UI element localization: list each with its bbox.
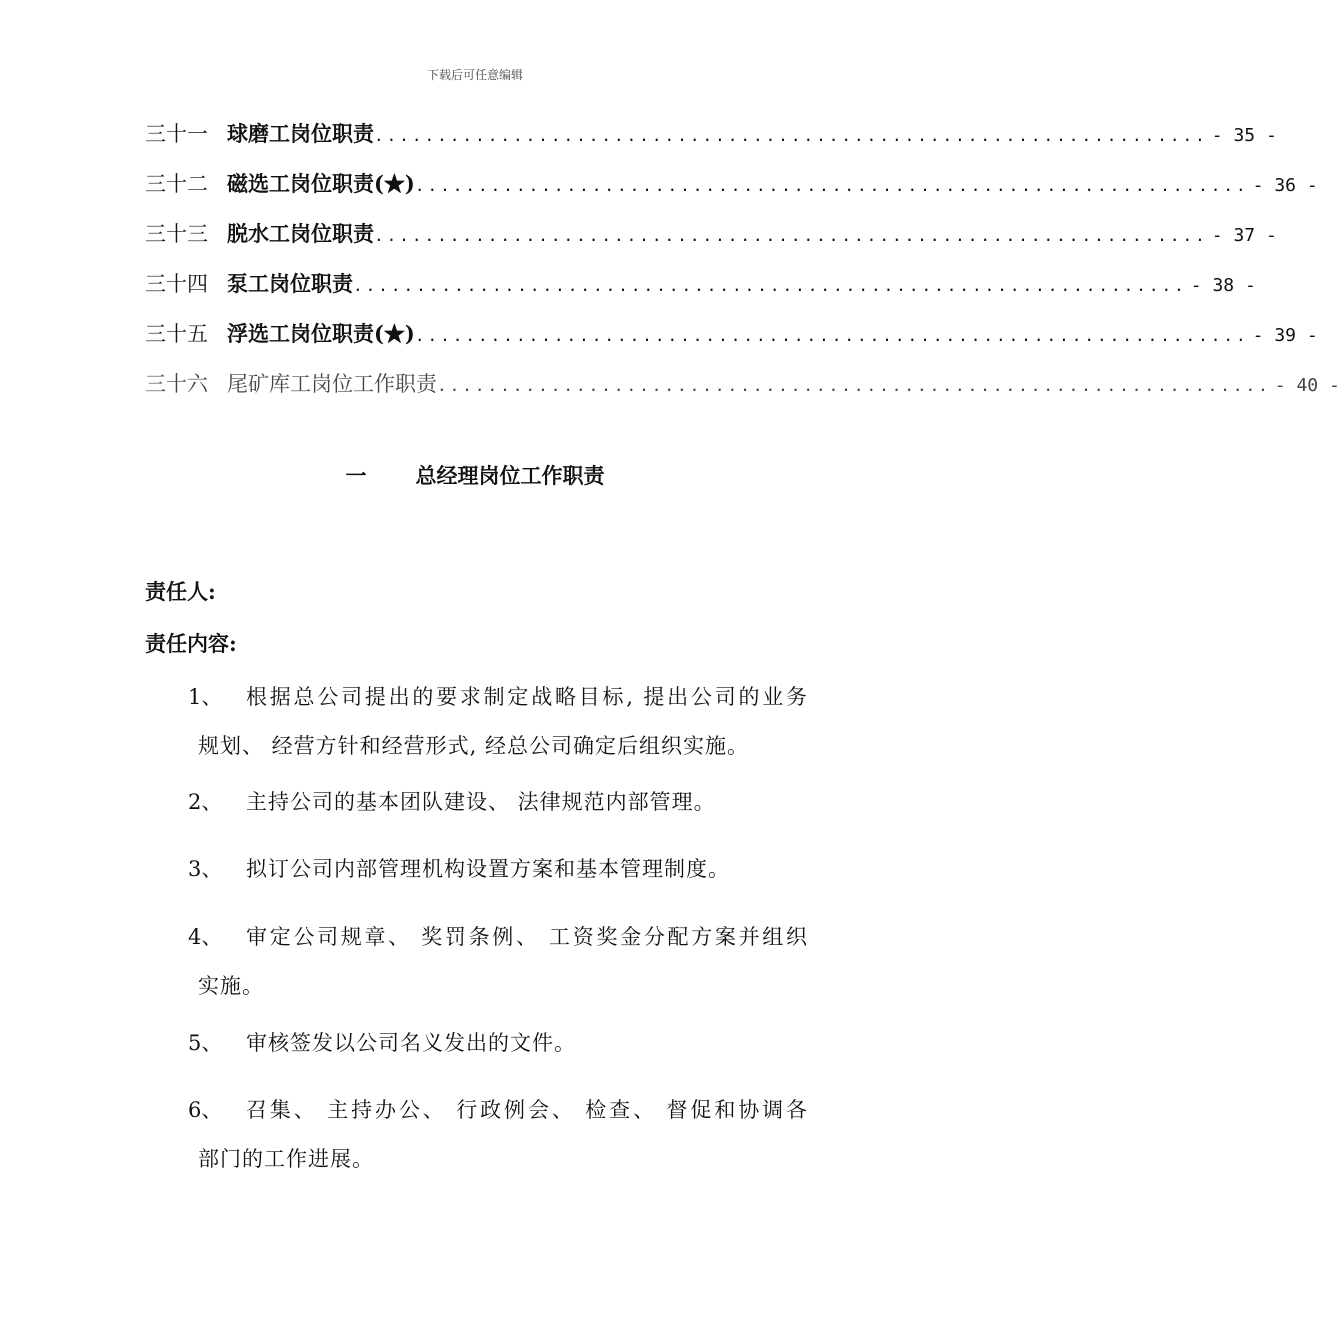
toc-entry-title: 磁选工岗位职责(★) xyxy=(227,171,415,196)
item-text: 审定公司规章、 奖罚条例、 工资奖金分配方案并组织 xyxy=(246,925,808,949)
toc-leader-dots: .................................................................. xyxy=(414,176,1249,195)
item-text: 拟订公司内部管理机构设置方案和基本管理制度。 xyxy=(246,857,730,881)
table-of-contents xyxy=(145,118,1340,418)
responsibility-item xyxy=(188,921,808,998)
toc-leader-dots: .................................................................. xyxy=(414,326,1249,345)
toc-entry-title: 浮选工岗位职责(★) xyxy=(227,321,415,346)
toc-entry-number: 三十四 xyxy=(145,272,208,296)
item-text: 召集、 主持办公、 行政例会、 检查、 督促和协调各 xyxy=(246,1098,808,1122)
toc-entry[interactable] xyxy=(145,168,1318,218)
toc-entry-page: - 40 - xyxy=(1274,375,1340,396)
item-text-continuation: 部门的工作进展。 xyxy=(198,1147,374,1171)
toc-leader-dots: .................................................................. xyxy=(353,276,1187,295)
item-text: 主持公司的基本团队建设、 法律规范内部管理。 xyxy=(246,790,716,814)
toc-leader-dots: .................................................................. xyxy=(374,226,1208,245)
toc-entry-number: 三十一 xyxy=(145,122,208,146)
item-text: 根据总公司提出的要求制定战略目标, 提出公司的业务 xyxy=(246,685,808,709)
toc-entry-number: 三十六 xyxy=(145,372,208,396)
item-number: 3、 xyxy=(188,857,223,881)
toc-entry-title: 脱水工岗位职责 xyxy=(227,221,374,246)
toc-entry[interactable] xyxy=(145,118,1277,168)
toc-entry-number: 三十五 xyxy=(145,322,208,346)
responsibility-item xyxy=(188,853,808,883)
item-number: 5、 xyxy=(188,1031,223,1055)
responsibility-content-label: 责任内容: xyxy=(145,631,237,656)
toc-entry-page: - 37 - xyxy=(1211,225,1277,246)
toc-entry-page: - 38 - xyxy=(1190,275,1256,296)
toc-entry[interactable] xyxy=(145,368,1340,418)
responsibility-item xyxy=(188,1094,808,1171)
item-text-continuation: 规划、 经营方针和经营形式, 经总公司确定后组织实施。 xyxy=(198,734,750,758)
toc-entry-title: 球磨工岗位职责 xyxy=(227,121,374,146)
toc-entry-page: - 36 - xyxy=(1252,175,1318,196)
responsibility-item xyxy=(188,786,808,816)
toc-entry-number: 三十三 xyxy=(145,222,208,246)
responsible-person-label: 责任人: xyxy=(145,579,216,604)
item-number: 4、 xyxy=(188,925,223,949)
toc-entry-title: 泵工岗位职责 xyxy=(227,271,353,296)
responsibility-item xyxy=(188,681,808,758)
section-heading xyxy=(0,460,950,490)
item-number: 1、 xyxy=(188,685,223,709)
section-number: 一 xyxy=(345,463,367,488)
toc-leader-dots: .................................................................. xyxy=(437,376,1271,395)
page-header: 下载后可任意编辑 xyxy=(426,68,523,82)
item-number: 2、 xyxy=(188,790,223,814)
toc-entry[interactable] xyxy=(145,318,1318,368)
toc-entry-page: - 35 - xyxy=(1211,125,1277,146)
responsibility-item xyxy=(188,1027,808,1057)
item-text: 审核签发以公司名义发出的文件。 xyxy=(246,1031,576,1055)
toc-entry[interactable] xyxy=(145,268,1256,318)
toc-entry[interactable] xyxy=(145,218,1277,268)
toc-leader-dots: .................................................................. xyxy=(374,126,1208,145)
item-number: 6、 xyxy=(188,1098,223,1122)
toc-entry-number: 三十二 xyxy=(145,172,208,196)
item-text-continuation: 实施。 xyxy=(198,974,264,998)
section-title: 总经理岗位工作职责 xyxy=(415,463,605,488)
toc-entry-title: 尾矿库工岗位工作职责 xyxy=(227,372,437,396)
toc-entry-page: - 39 - xyxy=(1252,325,1318,346)
